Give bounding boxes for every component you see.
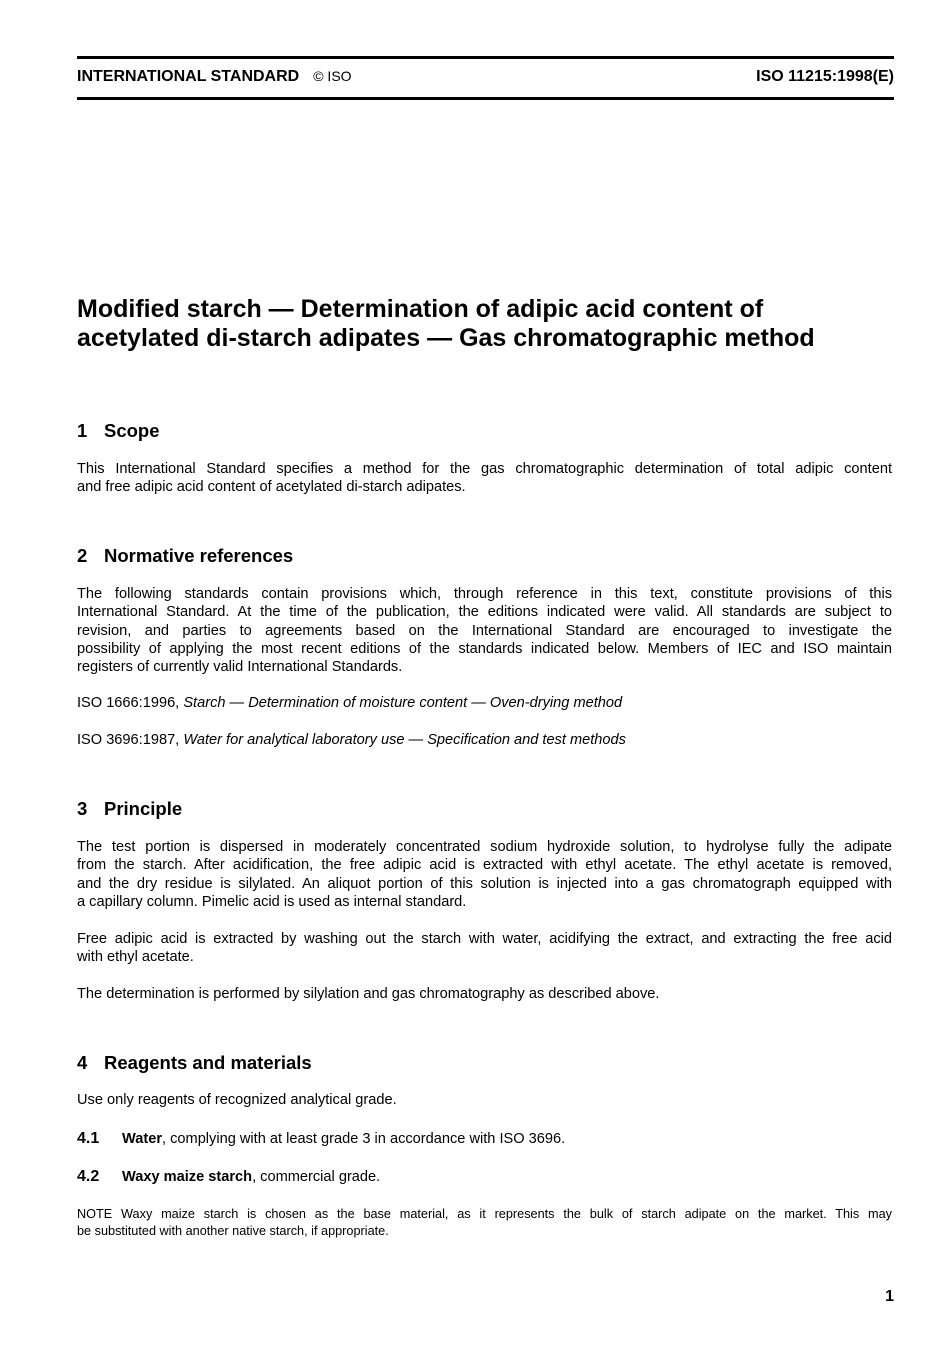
reagents-intro: Use only reagents of recognized analytical grade. <box>77 1092 397 1108</box>
item-number: 4.2 <box>77 1168 100 1185</box>
section-number: 3 <box>77 798 88 819</box>
section-title: Normative references <box>104 545 294 566</box>
text-line: The following standards contain provisions which, through reference in this text, constitute provisions of this <box>77 586 892 602</box>
title-line-1: Modified starch — Determination of adipic acid content of <box>77 295 764 323</box>
text-line: and free adipic acid content of acetylated di-starch adipates. <box>77 479 466 496</box>
title-line-2: acetylated di-starch adipates — Gas chromatographic method <box>77 324 815 352</box>
scope-paragraph <box>77 460 892 497</box>
section-number: 1 <box>77 420 88 441</box>
reagent-item-waxy-maize-starch <box>77 1168 380 1186</box>
text-line: This International Standard specifies a method for the gas chromatographic determination of total adipic content <box>77 461 892 477</box>
section-heading-normative-references <box>77 545 293 567</box>
header-left <box>77 68 352 86</box>
section-heading-principle <box>77 798 182 820</box>
header-top-rule <box>77 56 894 59</box>
text-line: Free adipic acid is extracted by washing out the starch with water, acidifying the extract, and extracting the free acid <box>77 931 892 947</box>
text-line: possibility of applying the most recent editions of the standards indicated below. Members of IEC and ISO maintain <box>77 640 892 657</box>
page-number: 1 <box>885 1288 894 1305</box>
text-line: The test portion is dispersed in moderately concentrated sodium hydroxide solution, to hydrolyse fully the adipate <box>77 839 892 855</box>
section-title: Scope <box>104 420 160 441</box>
reference-title: Starch — Determination of moisture content — Oven-drying method <box>183 695 623 711</box>
section-heading-reagents <box>77 1052 312 1074</box>
text-line: a capillary column. Pimelic acid is used as internal standard. <box>77 893 467 910</box>
header-doc-number: ISO 11215:1998(E) <box>756 68 894 85</box>
header-bottom-rule <box>77 97 894 100</box>
text-line: International Standard. At the time of the publication, the editions indicated were valid. All standards are subject to <box>77 604 892 621</box>
reference-code: ISO 1666:1996, <box>77 695 180 711</box>
reference-iso-1666 <box>77 695 622 711</box>
principle-paragraph-3 <box>77 985 892 1003</box>
text-line: and the dry residue is silylated. An aliquot portion of this solution is injected into a gas chromatograph equipped with <box>77 875 892 892</box>
section-title: Principle <box>104 798 183 819</box>
text-line: registers of currently valid International Standards. <box>77 659 403 676</box>
text-line: with ethyl acetate. <box>77 949 194 966</box>
text-line: revision, and parties to agreements based on the International Standard are encouraged to investigate the <box>77 622 892 639</box>
reagent-item-water <box>77 1130 565 1148</box>
item-number: 4.1 <box>77 1130 100 1147</box>
principle-paragraph-1 <box>77 838 892 911</box>
text-line: NOTE Waxy maize starch is chosen as the base material, as it represents the bulk of starch adipate on the market. This may <box>77 1207 892 1221</box>
reference-title: Water for analytical laboratory use — Specification and test methods <box>183 732 626 748</box>
item-description: , commercial grade. <box>252 1169 381 1185</box>
item-description: , complying with at least grade 3 in accordance with ISO 3696. <box>162 1131 566 1147</box>
text-line: be substituted with another native starch, if appropriate. <box>77 1223 389 1238</box>
principle-paragraph-2 <box>77 930 892 967</box>
header-standard-label: INTERNATIONAL STANDARD <box>77 68 300 85</box>
text-line: The determination is performed by silylation and gas chromatography as described above. <box>77 986 660 1002</box>
section-title: Reagents and materials <box>104 1052 312 1073</box>
section-number: 2 <box>77 545 88 566</box>
normative-paragraph <box>77 585 892 676</box>
item-term: Water <box>122 1131 163 1147</box>
text-line: from the starch. After acidification, the free adipic acid is extracted with ethyl acetate. The ethyl acetate is removed, <box>77 857 892 874</box>
section-number: 4 <box>77 1052 88 1073</box>
document-title <box>77 295 894 353</box>
section-heading-scope <box>77 420 160 442</box>
header-copyright: © ISO <box>313 68 352 84</box>
reference-code: ISO 3696:1987, <box>77 732 180 748</box>
item-term: Waxy maize starch <box>122 1169 253 1185</box>
reference-iso-3696 <box>77 732 626 748</box>
note-paragraph <box>77 1206 892 1239</box>
